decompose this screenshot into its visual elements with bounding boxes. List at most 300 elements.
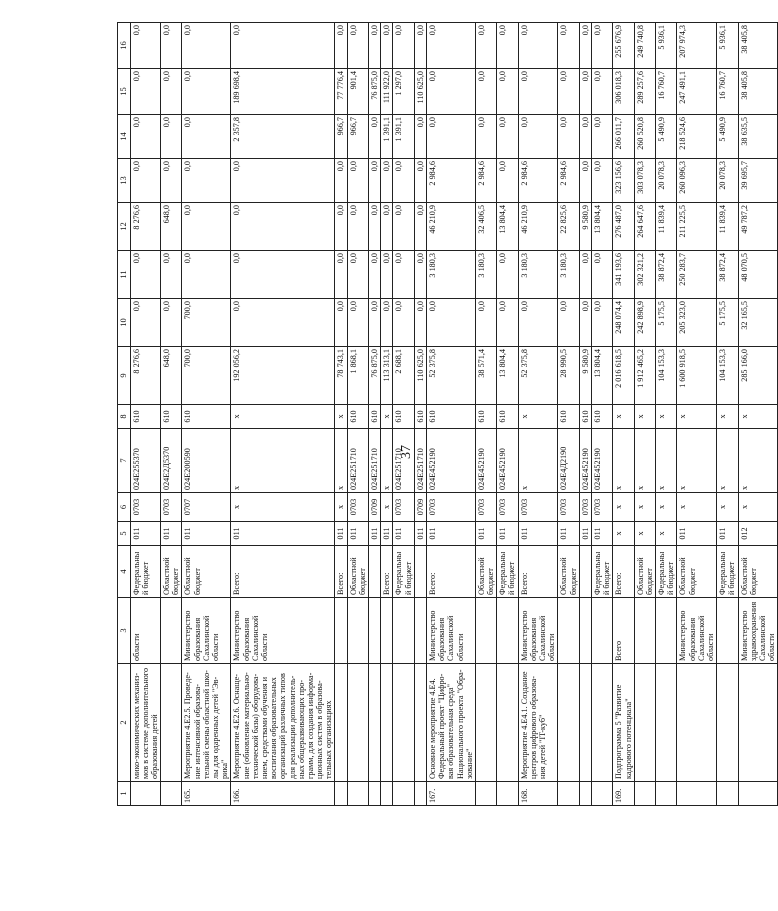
funding-source-cell — [369, 546, 381, 598]
budget-table — [117, 22, 778, 806]
budget-code-cell: 012 — [738, 522, 778, 546]
row-number-cell — [130, 782, 161, 806]
table-row — [634, 23, 655, 806]
year-2020-amount-cell: 32 165,5 — [738, 299, 778, 347]
activity-name-cell — [558, 664, 579, 782]
year-2024-amount-cell: 0,0 — [475, 115, 496, 159]
year-2023-amount-cell: 2 984,6 — [426, 159, 475, 203]
total-amount-cell: 2 688,1 — [393, 347, 414, 405]
year-2023-amount-cell: 0,0 — [381, 159, 393, 203]
executor-cell — [579, 598, 591, 664]
year-2025-amount-cell: 247 491,1 — [677, 69, 717, 115]
year-2026-amount-cell: 5 936,1 — [717, 23, 738, 69]
year-2022-amount-cell: 0,0 — [347, 203, 368, 251]
activity-name-cell: Мероприятие 4.E4.1. Создание центров цифрового образова-ния детей "IT-куб" — [518, 664, 558, 782]
section-code-cell: x — [656, 493, 677, 522]
table-row — [475, 23, 496, 806]
year-2021-amount-cell: 0,0 — [393, 251, 414, 299]
year-2026-amount-cell: 207 974,3 — [677, 23, 717, 69]
expense-type-cell: 610 — [369, 405, 381, 429]
budget-code-cell: 011 — [475, 522, 496, 546]
row-number-cell — [677, 782, 717, 806]
table-row — [579, 23, 591, 806]
year-2025-amount-cell: 0,0 — [591, 69, 612, 115]
budget-code-cell: x — [656, 522, 677, 546]
year-2026-amount-cell: 0,0 — [393, 23, 414, 69]
executor-cell — [381, 598, 393, 664]
budget-code-cell: 011 — [369, 522, 381, 546]
year-2025-amount-cell: 76 875,0 — [369, 69, 381, 115]
year-2024-amount-cell: 0,0 — [579, 115, 591, 159]
year-2024-amount-cell: 0,0 — [426, 115, 475, 159]
activity-name-cell — [717, 664, 738, 782]
total-amount-cell: 700,0 — [182, 347, 231, 405]
year-2022-amount-cell: 264 647,6 — [634, 203, 655, 251]
year-2022-amount-cell: 0,0 — [335, 203, 347, 251]
activity-name-cell — [335, 664, 347, 782]
year-2025-amount-cell: 0,0 — [161, 69, 182, 115]
activity-name-cell — [475, 664, 496, 782]
column-header: 1 — [118, 782, 131, 806]
total-amount-cell: 9 580,9 — [579, 347, 591, 405]
section-code-cell: x — [677, 493, 717, 522]
year-2021-amount-cell: 48 070,5 — [738, 251, 778, 299]
year-2026-amount-cell: 38 405,8 — [738, 23, 778, 69]
year-2020-amount-cell: 0,0 — [381, 299, 393, 347]
expense-type-cell: 610 — [161, 405, 182, 429]
year-2023-amount-cell: 323 156,6 — [613, 159, 634, 203]
year-2025-amount-cell: 0,0 — [579, 69, 591, 115]
activity-name-cell — [497, 664, 518, 782]
executor-cell — [393, 598, 414, 664]
total-amount-cell: 28 990,5 — [558, 347, 579, 405]
budget-code-cell: x — [613, 522, 634, 546]
funding-source-cell: Федеральный бюджет — [497, 546, 518, 598]
activity-name-cell — [414, 664, 426, 782]
year-2023-amount-cell: 0,0 — [591, 159, 612, 203]
target-article-cell: x — [717, 429, 738, 493]
year-2020-amount-cell: 0,0 — [130, 299, 161, 347]
year-2021-amount-cell: 3 180,3 — [558, 251, 579, 299]
table-row — [426, 23, 475, 806]
activity-name-cell — [656, 664, 677, 782]
column-header: 16 — [118, 23, 131, 69]
executor-cell: Министерство образования Сахалинской области — [182, 598, 231, 664]
total-amount-cell: 8 276,6 — [130, 347, 161, 405]
funding-source-cell: Федеральный бюджет — [656, 546, 677, 598]
year-2021-amount-cell: 0,0 — [579, 251, 591, 299]
year-2021-amount-cell: 38 872,4 — [717, 251, 738, 299]
year-2023-amount-cell: 0,0 — [497, 159, 518, 203]
funding-source-cell: Всего: — [613, 546, 634, 598]
expense-type-cell: x — [518, 405, 558, 429]
executor-cell — [717, 598, 738, 664]
year-2026-amount-cell: 0,0 — [475, 23, 496, 69]
expense-type-cell: 610 — [497, 405, 518, 429]
year-2022-amount-cell: 276 487,0 — [613, 203, 634, 251]
target-article-cell: x — [677, 429, 717, 493]
year-2021-amount-cell: 0,0 — [231, 251, 335, 299]
table-row — [591, 23, 612, 806]
row-number-cell — [738, 782, 778, 806]
funding-source-cell: Областной бюджет — [677, 546, 717, 598]
expense-type-cell: x — [335, 405, 347, 429]
year-2021-amount-cell: 3 180,3 — [475, 251, 496, 299]
total-amount-cell: 52 375,8 — [518, 347, 558, 405]
page-number: 37 — [399, 445, 414, 459]
year-2020-amount-cell: 248 074,4 — [613, 299, 634, 347]
year-2023-amount-cell: 2 984,6 — [518, 159, 558, 203]
year-2025-amount-cell: 0,0 — [558, 69, 579, 115]
year-2022-amount-cell: 46 210,9 — [426, 203, 475, 251]
executor-cell: Министерство образования Сахалинской области — [426, 598, 475, 664]
year-2024-amount-cell: 260 520,8 — [634, 115, 655, 159]
table-row — [677, 23, 717, 806]
funding-source-cell: Областной бюджет — [634, 546, 655, 598]
year-2021-amount-cell: 0,0 — [161, 251, 182, 299]
year-2024-amount-cell: 0,0 — [161, 115, 182, 159]
year-2020-amount-cell: 0,0 — [347, 299, 368, 347]
table-row — [161, 23, 182, 806]
expense-type-cell: x — [231, 405, 335, 429]
row-number-cell — [475, 782, 496, 806]
funding-source-cell: Всего: — [335, 546, 347, 598]
activity-name-cell — [161, 664, 182, 782]
total-amount-cell: 113 313,1 — [381, 347, 393, 405]
total-amount-cell: 192 056,2 — [231, 347, 335, 405]
target-article-cell: 024E200590 — [182, 429, 231, 493]
year-2020-amount-cell: 0,0 — [414, 299, 426, 347]
year-2022-amount-cell: 8 276,6 — [130, 203, 161, 251]
total-amount-cell: 648,0 — [161, 347, 182, 405]
target-article-cell: 024E452190 — [426, 429, 475, 493]
target-article-cell: x — [381, 429, 393, 493]
year-2023-amount-cell: 0,0 — [347, 159, 368, 203]
year-2022-amount-cell: 211 225,5 — [677, 203, 717, 251]
year-2022-amount-cell: 13 804,4 — [497, 203, 518, 251]
section-code-cell: 0703 — [347, 493, 368, 522]
year-2024-amount-cell: 0,0 — [130, 115, 161, 159]
year-2024-amount-cell: 38 635,5 — [738, 115, 778, 159]
budget-code-cell: 011 — [335, 522, 347, 546]
year-2023-amount-cell: 39 695,7 — [738, 159, 778, 203]
year-2024-amount-cell: 0,0 — [182, 115, 231, 159]
executor-cell — [414, 598, 426, 664]
funding-source-cell: Федеральный бюджет — [591, 546, 612, 598]
budget-code-cell: 011 — [161, 522, 182, 546]
funding-source-cell: Областной бюджет — [347, 546, 368, 598]
expense-type-cell: x — [656, 405, 677, 429]
expense-type-cell: 610 — [475, 405, 496, 429]
year-2021-amount-cell: 3 180,3 — [426, 251, 475, 299]
section-code-cell: x — [613, 493, 634, 522]
year-2020-amount-cell: 0,0 — [161, 299, 182, 347]
table-row — [369, 23, 381, 806]
table-row — [717, 23, 738, 806]
activity-name-cell: мико-экономических механиз-мов в системе дополнительного образования детей — [130, 664, 161, 782]
year-2023-amount-cell: 20 078,3 — [656, 159, 677, 203]
column-header: 10 — [118, 299, 131, 347]
executor-cell: Всего — [613, 598, 634, 664]
row-number-cell — [558, 782, 579, 806]
total-amount-cell: 52 375,8 — [426, 347, 475, 405]
activity-name-cell: Подпрограмма 5 "Развитие кадрового потенциала" — [613, 664, 634, 782]
target-article-cell: 024E452190 — [475, 429, 496, 493]
year-2025-amount-cell: 0,0 — [130, 69, 161, 115]
year-2026-amount-cell: 0,0 — [591, 23, 612, 69]
year-2021-amount-cell: 0,0 — [414, 251, 426, 299]
expense-type-cell: x — [738, 405, 778, 429]
column-header: 4 — [118, 546, 131, 598]
total-amount-cell: 76 875,0 — [369, 347, 381, 405]
year-2020-amount-cell: 5 175,5 — [717, 299, 738, 347]
budget-code-cell: 011 — [591, 522, 612, 546]
executor-cell — [335, 598, 347, 664]
funding-source-cell: Федеральный бюджет — [717, 546, 738, 598]
year-2024-amount-cell: 2 357,8 — [231, 115, 335, 159]
year-2021-amount-cell: 0,0 — [591, 251, 612, 299]
section-code-cell: 0703 — [130, 493, 161, 522]
expense-type-cell: 610 — [182, 405, 231, 429]
year-2024-amount-cell: 1 391,1 — [381, 115, 393, 159]
table-row — [497, 23, 518, 806]
year-2022-amount-cell: 0,0 — [182, 203, 231, 251]
year-2025-amount-cell: 110 625,0 — [414, 69, 426, 115]
funding-source-cell: Областной бюджет — [161, 546, 182, 598]
year-2020-amount-cell: 0,0 — [558, 299, 579, 347]
year-2024-amount-cell: 0,0 — [591, 115, 612, 159]
year-2020-amount-cell: 205 323,0 — [677, 299, 717, 347]
year-2020-amount-cell: 0,0 — [393, 299, 414, 347]
year-2020-amount-cell: 0,0 — [335, 299, 347, 347]
year-2023-amount-cell: 20 078,3 — [717, 159, 738, 203]
year-2020-amount-cell: 0,0 — [369, 299, 381, 347]
year-2022-amount-cell: 46 210,9 — [518, 203, 558, 251]
year-2022-amount-cell: 11 839,4 — [717, 203, 738, 251]
executor-cell: Министерство образования Сахалинской области — [518, 598, 558, 664]
year-2021-amount-cell: 250 283,7 — [677, 251, 717, 299]
budget-code-cell: 011 — [558, 522, 579, 546]
budget-code-cell: 011 — [414, 522, 426, 546]
row-number-cell — [717, 782, 738, 806]
table-row — [335, 23, 347, 806]
year-2023-amount-cell: 0,0 — [182, 159, 231, 203]
year-2021-amount-cell: 0,0 — [369, 251, 381, 299]
year-2026-amount-cell: 0,0 — [231, 23, 335, 69]
year-2025-amount-cell: 306 018,3 — [613, 69, 634, 115]
column-header: 13 — [118, 159, 131, 203]
table-row — [130, 23, 161, 806]
row-number-cell: 167. — [426, 782, 475, 806]
expense-type-cell: x — [613, 405, 634, 429]
budget-code-cell: 011 — [182, 522, 231, 546]
year-2025-amount-cell: 77 776,4 — [335, 69, 347, 115]
year-2026-amount-cell: 0,0 — [558, 23, 579, 69]
row-number-cell — [497, 782, 518, 806]
year-2026-amount-cell: 0,0 — [347, 23, 368, 69]
section-code-cell: 0709 — [369, 493, 381, 522]
year-2021-amount-cell: 0,0 — [182, 251, 231, 299]
total-amount-cell: 104 153,3 — [656, 347, 677, 405]
budget-code-cell: 011 — [393, 522, 414, 546]
expense-type-cell: 610 — [393, 405, 414, 429]
total-amount-cell: 13 804,4 — [497, 347, 518, 405]
year-2023-amount-cell: 0,0 — [369, 159, 381, 203]
table-row — [518, 23, 558, 806]
year-2023-amount-cell: 303 078,3 — [634, 159, 655, 203]
executor-cell: области — [130, 598, 161, 664]
activity-name-cell — [591, 664, 612, 782]
year-2021-amount-cell: 0,0 — [381, 251, 393, 299]
table-row — [347, 23, 368, 806]
year-2024-amount-cell: 1 391,1 — [393, 115, 414, 159]
executor-cell — [475, 598, 496, 664]
year-2025-amount-cell: 189 698,4 — [231, 69, 335, 115]
year-2023-amount-cell: 0,0 — [414, 159, 426, 203]
year-2021-amount-cell: 0,0 — [497, 251, 518, 299]
year-2025-amount-cell: 38 405,8 — [738, 69, 778, 115]
row-number-cell — [161, 782, 182, 806]
expense-type-cell: x — [381, 405, 393, 429]
year-2021-amount-cell: 0,0 — [347, 251, 368, 299]
column-header: 11 — [118, 251, 131, 299]
executor-cell — [656, 598, 677, 664]
expense-type-cell: 610 — [579, 405, 591, 429]
funding-source-cell: Областной бюджет — [475, 546, 496, 598]
table-row — [393, 23, 414, 806]
year-2026-amount-cell: 0,0 — [161, 23, 182, 69]
year-2022-amount-cell: 13 804,4 — [591, 203, 612, 251]
target-article-cell: x — [738, 429, 778, 493]
budget-code-cell: 011 — [130, 522, 161, 546]
section-code-cell: x — [738, 493, 778, 522]
budget-code-cell: 011 — [717, 522, 738, 546]
activity-name-cell: Основное мероприятие 4.E4. Федеральный проект "Цифро-вая образовательная среда" Национального проекта "Обра-зование" — [426, 664, 475, 782]
year-2022-amount-cell: 22 825,6 — [558, 203, 579, 251]
year-2025-amount-cell: 111 922,0 — [381, 69, 393, 115]
target-article-cell: 024E4Д2190 — [558, 429, 579, 493]
year-2023-amount-cell: 260 096,3 — [677, 159, 717, 203]
row-number-cell — [634, 782, 655, 806]
table-row — [231, 23, 335, 806]
column-header: 9 — [118, 347, 131, 405]
target-article-cell: 024E251710 — [347, 429, 368, 493]
executor-cell: Министерство образования Сахалинской области — [231, 598, 335, 664]
activity-name-cell: Мероприятие 4.E2.6. Оснаще-ние (обновление материально-технической базы) оборудова-нием, средствами обучения и воспитания образовательных организаций различных типов для реализации дополнитель-ных общеразвивающих про-грамм, для создания информа-ционных систем в образова-тельных организациях — [231, 664, 335, 782]
activity-name-cell — [634, 664, 655, 782]
year-2025-amount-cell: 1 297,0 — [393, 69, 414, 115]
column-header: 5 — [118, 522, 131, 546]
total-amount-cell: 38 571,4 — [475, 347, 496, 405]
year-2024-amount-cell: 218 524,6 — [677, 115, 717, 159]
year-2023-amount-cell: 0,0 — [579, 159, 591, 203]
table-body — [130, 23, 778, 806]
year-2024-amount-cell: 0,0 — [497, 115, 518, 159]
budget-code-cell: 011 — [426, 522, 475, 546]
activity-name-cell — [579, 664, 591, 782]
funding-source-cell: Всего: — [518, 546, 558, 598]
year-2025-amount-cell: 0,0 — [426, 69, 475, 115]
section-code-cell: x — [381, 493, 393, 522]
column-header: 6 — [118, 493, 131, 522]
row-number-cell: 166. — [231, 782, 335, 806]
funding-source-cell: Всего: — [381, 546, 393, 598]
year-2022-amount-cell: 9 580,9 — [579, 203, 591, 251]
year-2026-amount-cell: 0,0 — [579, 23, 591, 69]
table-row — [414, 23, 426, 806]
row-number-cell — [414, 782, 426, 806]
year-2023-amount-cell: 0,0 — [130, 159, 161, 203]
year-2023-amount-cell: 0,0 — [161, 159, 182, 203]
executor-cell — [369, 598, 381, 664]
section-code-cell: x — [717, 493, 738, 522]
year-2025-amount-cell: 0,0 — [475, 69, 496, 115]
year-2024-amount-cell: 966,7 — [335, 115, 347, 159]
column-header: 12 — [118, 203, 131, 251]
year-2022-amount-cell: 11 839,4 — [656, 203, 677, 251]
executor-cell — [591, 598, 612, 664]
expense-type-cell: 610 — [426, 405, 475, 429]
table-header-row — [118, 23, 131, 806]
funding-source-cell: Федеральный бюджет — [130, 546, 161, 598]
total-amount-cell: 285 166,0 — [738, 347, 778, 405]
year-2024-amount-cell: 966,7 — [347, 115, 368, 159]
funding-source-cell: Федеральный бюджет — [393, 546, 414, 598]
year-2024-amount-cell: 5 490,9 — [656, 115, 677, 159]
table-row — [738, 23, 778, 806]
year-2026-amount-cell: 0,0 — [369, 23, 381, 69]
target-article-cell: 024E251710 — [369, 429, 381, 493]
year-2023-amount-cell: 2 984,6 — [475, 159, 496, 203]
year-2022-amount-cell: 0,0 — [231, 203, 335, 251]
year-2025-amount-cell: 16 760,7 — [717, 69, 738, 115]
section-code-cell: 0703 — [579, 493, 591, 522]
year-2026-amount-cell: 0,0 — [414, 23, 426, 69]
row-number-cell: 165. — [182, 782, 231, 806]
column-header: 14 — [118, 115, 131, 159]
budget-code-cell: 011 — [347, 522, 368, 546]
budget-code-cell: 011 — [518, 522, 558, 546]
year-2022-amount-cell: 0,0 — [414, 203, 426, 251]
year-2022-amount-cell: 648,0 — [161, 203, 182, 251]
row-number-cell — [591, 782, 612, 806]
year-2021-amount-cell: 302 321,2 — [634, 251, 655, 299]
target-article-cell: 024E452190 — [591, 429, 612, 493]
section-code-cell: 0707 — [182, 493, 231, 522]
executor-cell — [558, 598, 579, 664]
year-2023-amount-cell: 0,0 — [231, 159, 335, 203]
section-code-cell: 0703 — [393, 493, 414, 522]
year-2022-amount-cell: 49 787,2 — [738, 203, 778, 251]
table-row — [558, 23, 579, 806]
expense-type-cell: x — [717, 405, 738, 429]
executor-cell — [634, 598, 655, 664]
executor-cell: Министерство здравоохранения Сахалинской области — [738, 598, 778, 664]
target-article-cell: 024E452190 — [579, 429, 591, 493]
expense-type-cell: x — [634, 405, 655, 429]
total-amount-cell: 1 912 465,2 — [634, 347, 655, 405]
row-number-cell — [579, 782, 591, 806]
table-row — [381, 23, 393, 806]
section-code-cell: x — [231, 493, 335, 522]
year-2024-amount-cell: 0,0 — [414, 115, 426, 159]
year-2026-amount-cell: 0,0 — [130, 23, 161, 69]
expense-type-cell: 610 — [414, 405, 426, 429]
budget-code-cell: x — [634, 522, 655, 546]
section-code-cell: 0703 — [558, 493, 579, 522]
row-number-cell — [347, 782, 368, 806]
column-header: 15 — [118, 69, 131, 115]
